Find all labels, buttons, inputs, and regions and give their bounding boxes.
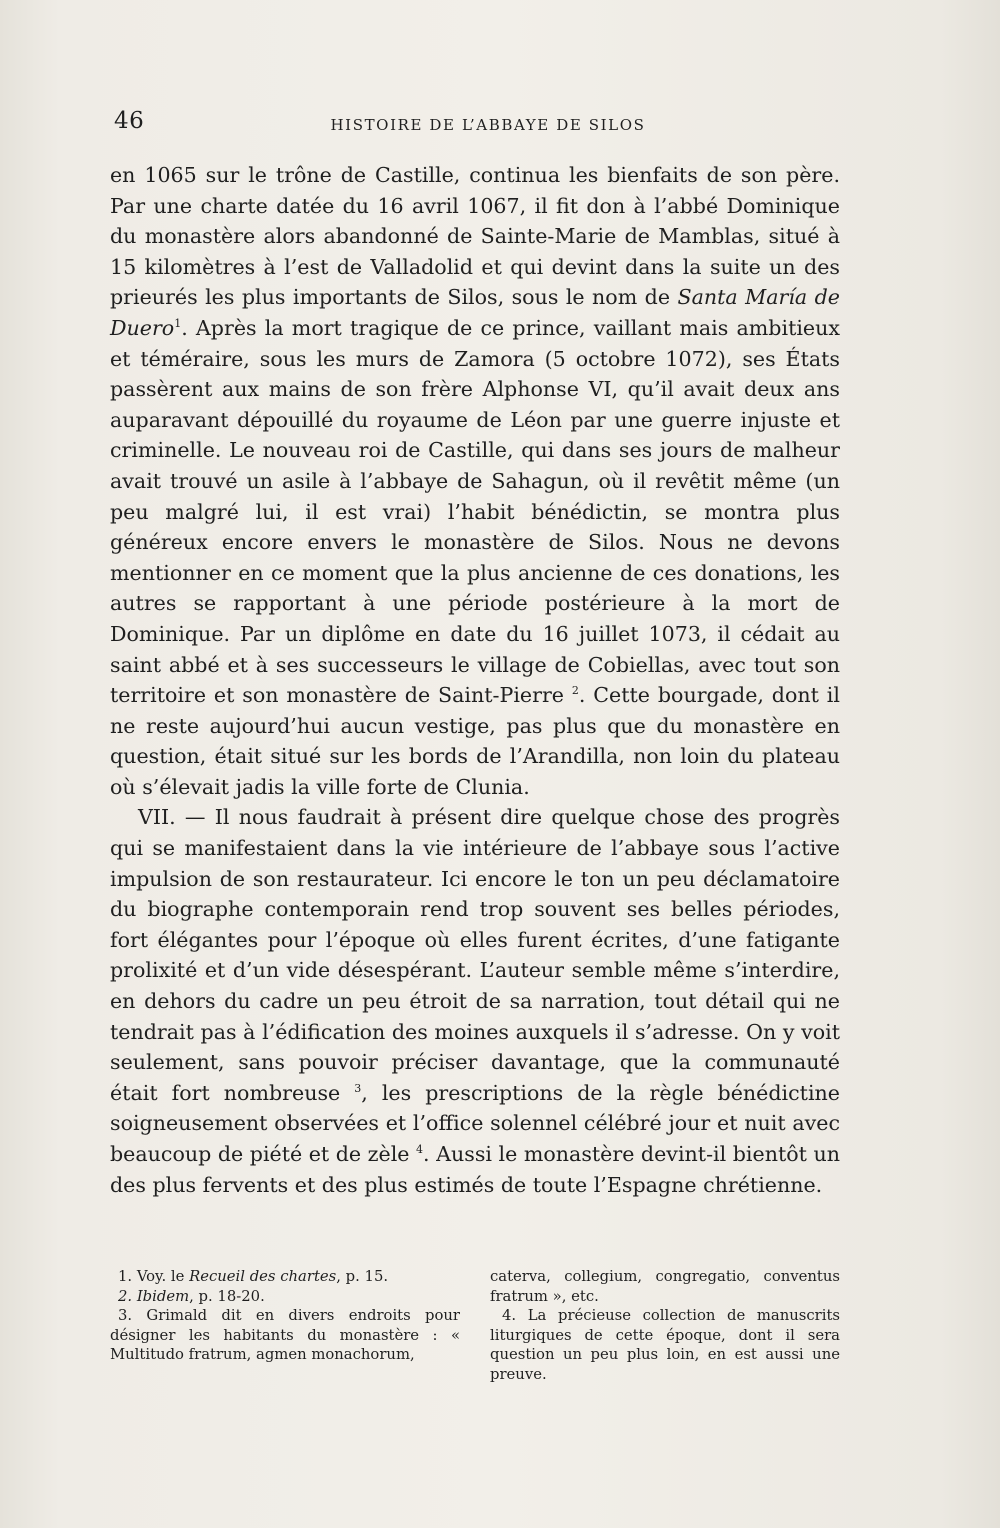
- footnotes: [110, 1267, 840, 1384]
- footnote-1-text-a: 1. Voy. le: [118, 1268, 190, 1285]
- footnote-2: [110, 1287, 460, 1307]
- paragraph-2-text-c: . Aussi le monastère devint-il bientôt un des plus fervents et des plus estimés de toute l’Espagne chrétienne.: [110, 1142, 840, 1197]
- paragraph-2-text-a: VII. — Il nous faudrait à présent dire quelque chose des progrès qui se manifestaient dans la vie intérieure de l’abbaye sous l’active impulsion de son restaurateur. Ici encore le ton un peu déclamatoire du biographe contemporain rend trop souvent ses belles périodes, fort élégantes pour l’époque où elles furent écrites, d’une fatigante prolixité et d’un vide désespérant. L’auteur semble même s’interdire, en dehors du cadre un peu étroit de sa narration, tout détail qui ne tendrait pas à l’édification des moines auxquels il s’adresse. On y voit seulement, sans pouvoir préciser davantage, que la communauté était fort nombreuse: [110, 805, 840, 1105]
- main-text: [110, 160, 840, 1200]
- footnotes-right-column: [490, 1267, 840, 1384]
- footnote-ref-1: 1: [174, 317, 182, 331]
- footnote-ref-2: 2: [571, 684, 579, 698]
- footnotes-left-column: [110, 1267, 460, 1384]
- footnote-1-italic: Recueil des chartes: [189, 1268, 337, 1285]
- paragraph-1: [110, 160, 840, 802]
- paragraph-1-text-a: en 1065 sur le trône de Castille, continua les bienfaits de son père. Par une charte datée du 16 avril 1067, il fit don à l’abbé Dominique du monastère alors abandonné de Sainte-Marie de Mamblas, situé à 15 kilomètres à l’est de Valladolid et qui devint dans la suite un des prieurés les plus importants de Silos, sous le nom de: [110, 163, 840, 310]
- running-title: HISTOIRE DE L’ABBAYE DE SILOS: [330, 116, 646, 134]
- paragraph-1-text-c: . Cette bourgade, dont il ne reste aujourd’hui aucun vestige, pas plus que du monastère en question, était situé sur les bords de l’Arandilla, non loin du plateau où s’élevait jadis la ville forte de Clunia.: [110, 683, 840, 799]
- footnote-3: 3. Grimald dit en divers endroits pour désigner les habitants du monastère : « Multitudo fratrum, agmen monachorum,: [110, 1307, 460, 1363]
- page-number: 46: [114, 108, 145, 134]
- footnote-1-text-b: , p. 15.: [336, 1268, 389, 1285]
- footnote-4: 4. La précieuse collection de manuscrits liturgiques de cette époque, dont il sera question un peu plus loin, en est aussi une preuve.: [490, 1307, 840, 1383]
- page-header: [110, 108, 840, 142]
- paragraph-1-italic: Santa María de Duero: [110, 285, 840, 340]
- footnote-2-text-b: , p. 18-20.: [189, 1287, 265, 1305]
- paragraph-1-text-b: . Après la mort tragique de ce prince, vaillant mais ambitieux et téméraire, sous les murs de Zamora (5 octobre 1072), ses États passèrent aux mains de son frère Alphonse VI, qu’il avait deux ans auparavant dépouillé du royaume de Léon par une guerre injuste et criminelle. Le nouveau roi de Castille, qui dans ses jours de malheur avait trouvé un asile à l’abbaye de Sahagun, où il revêtit même (un peu malgré lui, il est vrai) l’habit bénédictin, se montra plus généreux encore envers le monastère de Silos. Nous ne devons mentionner en ce moment que la plus ancienne de ces donations, les autres se rapportant à une période postérieure à la mort de Dominique. Par un diplôme en date du 16 juillet 1073, il cédait au saint abbé et à ses successeurs le village de Cobiellas, avec tout son territoire et son monastère de Saint-Pierre: [110, 315, 840, 708]
- footnote-ref-3: 3: [354, 1081, 362, 1095]
- footnote-ref-4: 4: [416, 1143, 424, 1157]
- footnote-1: [110, 1267, 460, 1287]
- paragraph-2-text-b: , les prescriptions de la règle bénédictine soigneusement observées et l’office solennel célébré jour et nuit avec beaucoup de piété et de zèle: [110, 1080, 840, 1166]
- paragraph-2: [110, 802, 840, 1200]
- footnote-2-italic: 2. Ibidem: [118, 1287, 190, 1305]
- footnote-3-continued: caterva, collegium, congregatio, conventus fratrum », etc.: [490, 1268, 840, 1305]
